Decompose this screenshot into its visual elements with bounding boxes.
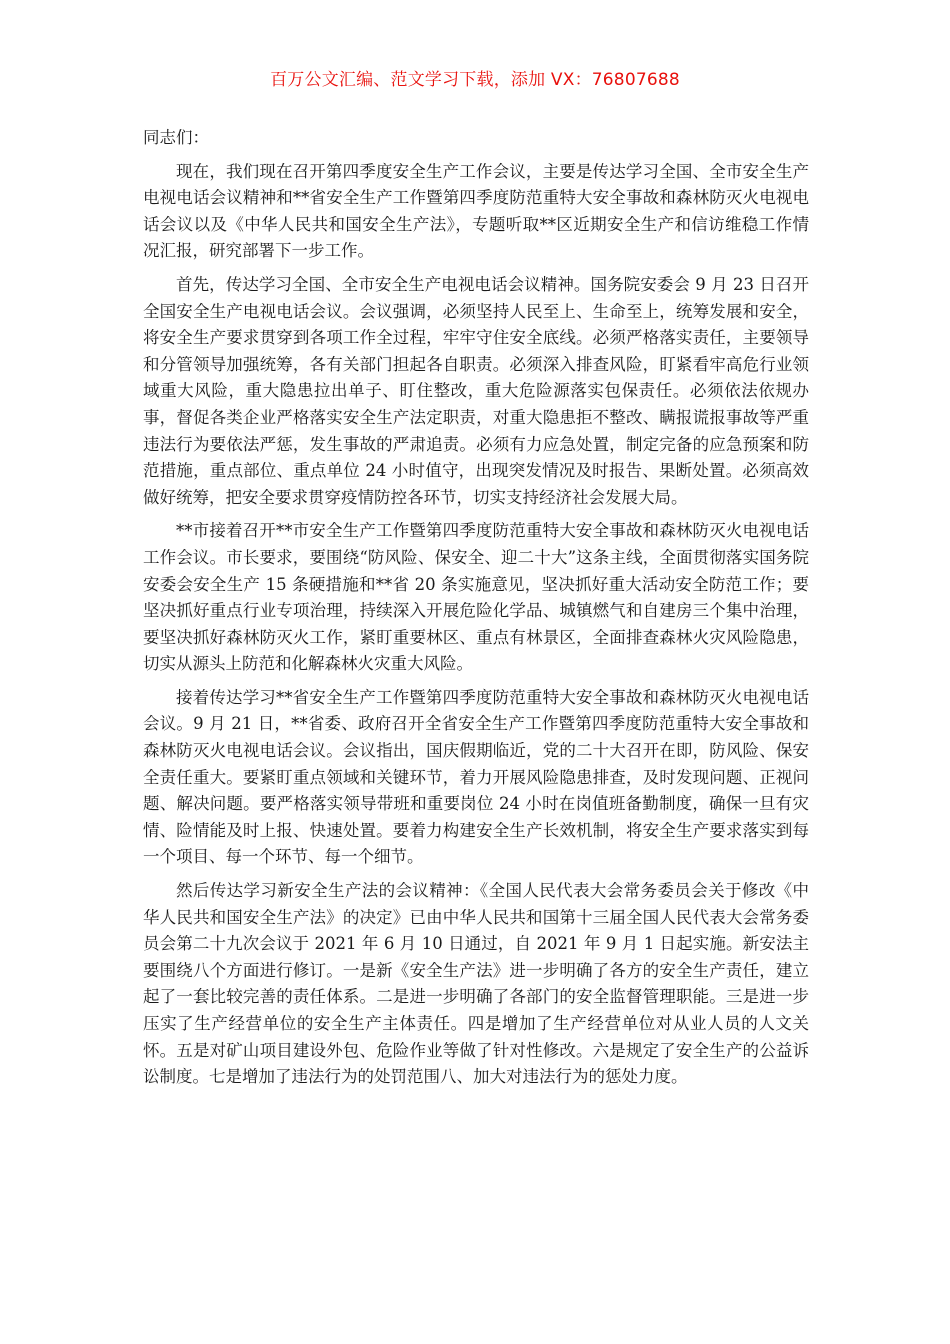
paragraph-city-meeting: **市接着召开**市安全生产工作暨第四季度防范重特大安全事故和森林防灭火电视电话工作会议。市长要求，要围绕“防风险、保安全、迎二十大”这条主线，全面贯彻落实国务院安委会安全生产 15 条硬措施和**省 20 条实施意见，坚决抓好重大活动安全防范工作；要坚决抓好重点行业专项治理，持续深入开展危险化学品、城镇燃气和自建房三个集中治理，要坚决抓好森林防灭火工作，紧盯重要林区、重点有林景区，全面排查森林火灾风险隐患，切实从源头上防范和化解森林火灾重大风险。 [143,521,809,674]
salutation: 同志们： [143,128,209,147]
header-banner: 百万公文汇编、范文学习下载，添加 VX：76807688 [270,70,680,90]
paragraph-intro: 现在，我们现在召开第四季度安全生产工作会议，主要是传达学习全国、全市安全生产电视电话会议精神和**省安全生产工作暨第四季度防范重特大安全事故和森林防灭火电视电话会议以及《中华人民共和国安全生产法》，专题听取**区近期安全生产和信访维稳工作情况汇报，研究部署下一步工作。 [143,161,809,261]
paragraph-national-meeting: 首先，传达学习全国、全市安全生产电视电话会议精神。国务院安委会 9 月 23 日召开全国安全生产电视电话会议。会议强调，必须坚持人民至上、生命至上，统筹发展和安全，将安全生产要求贯穿到各项工作全过程，牢牢守住安全底线。必须严格落实责任，主要领导和分管领导加强统筹，各有关部门担起各自职责。必须深入排查风险，盯紧看牢高危行业领域重大风险，重大隐患拉出单子、盯住整改，重大危险源落实包保责任。必须依法依规办事，督促各类企业严格落实安全生产法定职责，对重大隐患拒不整改、瞒报谎报事故等严重违法行为要依法严惩，发生事故的严肃追责。必须有力应急处置，制定完备的应急预案和防范措施，重点部位、重点单位 24 小时值守，出现突发情况及时报告、果断处置。必须高效做好统筹，把安全要求贯穿疫情防控各环节，切实支持经济社会发展大局。 [143,274,809,507]
paragraph-province-meeting: 接着传达学习**省安全生产工作暨第四季度防范重特大安全事故和森林防灭火电视电话会议。9 月 21 日，**省委、政府召开全省安全生产工作暨第四季度防范重特大安全事故和森林防灭火电视电话会议。会议指出，国庆假期临近，党的二十大召开在即，防风险、保安全责任重大。要紧盯重点领域和关键环节，着力开展风险隐患排查，及时发现问题、正视问题、解决问题。要严格落实领导带班和重要岗位 24 小时在岗值班备勤制度，确保一旦有灾情、险情能及时上报、快速处置。要着力构建安全生产长效机制，将安全生产要求落实到每一个项目、每一个环节、每一个细节。 [143,687,809,867]
paragraph-safety-law: 然后传达学习新安全生产法的会议精神：《全国人民代表大会常务委员会关于修改《中华人民共和国安全生产法》的决定》已由中华人民共和国第十三届全国人民代表大会常务委员会第二十九次会议于 2021 年 6 月 10 日通过，自 2021 年 9 月 1 日起实施。新安法主要围绕八个方面进行修订。一是新《安全生产法》进一步明确了各方的安全生产责任，建立起了一套比较完善的责任体系。二是进一步明确了各部门的安全监督管理职能。三是进一步压实了生产经营单位的安全生产主体责任。四是增加了生产经营单位对从业人员的人文关怀。五是对矿山项目建设外包、危险作业等做了针对性修改。六是规定了安全生产的公益诉讼制度。七是增加了违法行为的处罚范围八、加大对违法行为的惩处力度。 [143,881,809,1087]
document-body [143,125,809,1098]
